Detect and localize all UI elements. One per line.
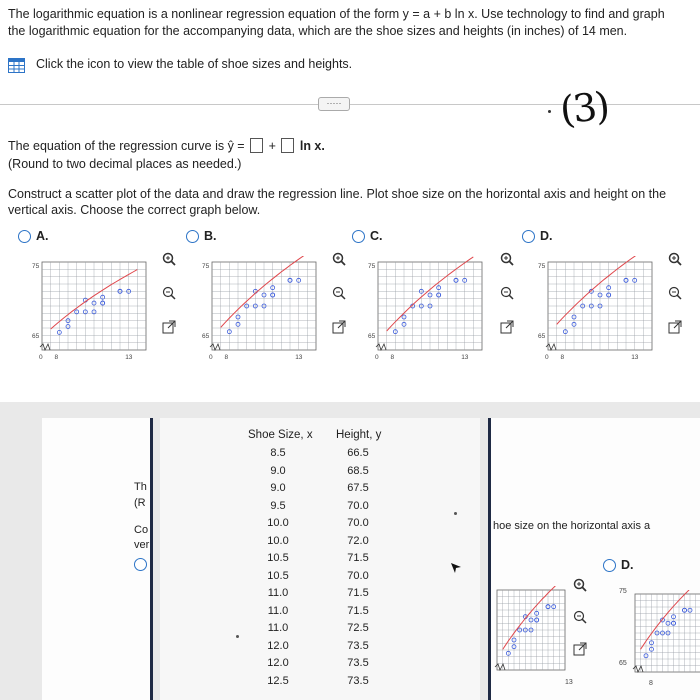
fragment-graph [493, 586, 569, 694]
height-cell: 70.0 [347, 499, 369, 512]
fragment-radio-d [603, 559, 616, 572]
tick-label: 75 [368, 263, 376, 270]
tick-label: 65 [538, 333, 546, 340]
fragment-text: Th [134, 481, 147, 493]
construct-line-1: Construct a scatter plot of the data and draw the regression line. Plot shoe size on the horizontal axis and height on the [8, 187, 667, 201]
tick-label: 13 [631, 354, 639, 361]
tick-label: 8 [390, 354, 395, 361]
tick-label: 0 [39, 354, 43, 361]
zoom-in-icon[interactable] [162, 252, 176, 266]
radio-b[interactable] [186, 230, 199, 243]
zoom-out-icon[interactable] [668, 286, 682, 300]
zoom-in-icon[interactable] [500, 252, 514, 266]
graph-c [366, 256, 490, 373]
graph-a [30, 256, 154, 373]
tick-label: 75 [202, 263, 210, 270]
shoe-size-cell: 12.5 [267, 674, 289, 687]
equation-prefix: The equation of the regression curve is ŷ = [8, 139, 245, 153]
zoom-in-icon [573, 578, 587, 592]
background-panel-left [42, 418, 153, 700]
graph-b-plot [200, 256, 324, 368]
shoe-size-cell: 10.0 [267, 534, 289, 547]
more-button[interactable]: ····· [318, 97, 350, 111]
fragment-tick: 75 [619, 588, 627, 595]
tick-label: 0 [545, 354, 549, 361]
fragment-tick: 65 [619, 660, 627, 667]
shoe-size-cell: 11.0 [267, 604, 289, 617]
equation-line [8, 138, 325, 153]
option-c-label: C. [370, 229, 383, 243]
intro-line-2: the logarithmic equation for the accompanying data, which are the shoe sizes and heights (in inches) of 14 men. [8, 24, 628, 38]
round-note: (Round to two decimal places as needed.) [8, 157, 242, 171]
height-cell: 72.5 [347, 622, 369, 634]
option-d[interactable] [522, 229, 553, 243]
expand-icon[interactable] [332, 320, 346, 334]
graph-d [536, 256, 660, 373]
graph-c-plot [366, 256, 490, 368]
height-cell: 72.0 [347, 534, 369, 547]
mouse-cursor-icon [450, 562, 462, 574]
shoe-size-cell: 11.0 [267, 622, 289, 634]
height-cell: 70.0 [347, 569, 369, 582]
zoom-out-icon [573, 610, 587, 624]
option-a[interactable] [18, 229, 49, 243]
fragment-text: Co [134, 524, 149, 536]
fragment-text: ver [134, 539, 150, 551]
tick-label: 0 [375, 354, 379, 361]
zoom-in-icon[interactable] [332, 252, 346, 266]
table-icon[interactable] [8, 58, 25, 73]
tick-label: 8 [224, 354, 229, 361]
shoe-size-cell: 12.0 [267, 639, 289, 652]
construct-line-2: vertical axis. Choose the correct graph below. [8, 203, 261, 217]
height-cell: 66.5 [347, 447, 369, 459]
tick-label: 75 [32, 263, 40, 270]
tick-label: 13 [125, 354, 133, 361]
table-link[interactable]: Click the icon to view the table of shoe sizes and heights. [36, 57, 353, 71]
tick-label: 13 [461, 354, 469, 361]
zoom-out-icon[interactable] [162, 286, 176, 300]
height-cell: 73.5 [347, 639, 369, 652]
graph-b [200, 256, 324, 373]
shoe-size-cell: 11.0 [267, 587, 289, 599]
zoom-out-icon[interactable] [500, 286, 514, 300]
answer-a-input[interactable] [250, 138, 263, 153]
intro-line-1: The logarithmic equation is a nonlinear regression equation of the form y = a + b ln x. Use technology to find and graph [8, 7, 665, 21]
option-a-label: A. [36, 229, 49, 243]
height-cell: 71.5 [347, 587, 369, 599]
option-d-label: D. [540, 229, 553, 243]
tick-label: 65 [368, 333, 376, 340]
height-cell: 71.5 [347, 604, 369, 617]
option-b[interactable] [186, 229, 217, 243]
graph-d-plot [536, 256, 660, 368]
stray-dot [236, 635, 239, 638]
graph-a-plot [30, 256, 154, 368]
stray-dot [454, 512, 457, 515]
tick-label: 65 [32, 333, 40, 340]
column-header-height: Height, y [336, 429, 382, 441]
shoe-size-cell: 10.5 [267, 569, 289, 582]
expand-icon [573, 642, 587, 656]
fragment-text: (R [134, 497, 146, 509]
expand-icon[interactable] [500, 320, 514, 334]
expand-icon[interactable] [162, 320, 176, 334]
shoe-size-cell: 10.0 [267, 517, 289, 529]
height-cell: 67.5 [347, 482, 369, 494]
equation-plus: + [268, 139, 276, 153]
construct-instructions [8, 186, 688, 218]
radio-d[interactable] [522, 230, 535, 243]
zoom-out-icon[interactable] [332, 286, 346, 300]
tick-label: 65 [202, 333, 210, 340]
shoe-size-cell: 9.0 [270, 464, 286, 477]
handwritten-note: (3) [557, 83, 610, 133]
height-cell: 70.0 [347, 517, 369, 529]
expand-icon[interactable] [668, 320, 682, 334]
tick-label: 8 [54, 354, 59, 361]
shoe-size-cell: 9.0 [270, 482, 286, 494]
tick-label: 75 [538, 263, 546, 270]
pen-dot [548, 110, 551, 113]
option-b-label: B. [204, 229, 217, 243]
height-cell: 73.5 [347, 674, 369, 687]
height-cell: 73.5 [347, 657, 369, 669]
tick-label: 0 [209, 354, 213, 361]
fragment-text: hoe size on the horizontal axis a [493, 520, 651, 532]
radio-c[interactable] [352, 230, 365, 243]
column-header-shoe-size: Shoe Size, x [248, 429, 313, 441]
zoom-in-icon[interactable] [668, 252, 682, 266]
problem-intro [8, 6, 688, 40]
shoe-size-cell: 8.5 [270, 447, 286, 459]
fragment-option-d [603, 558, 634, 572]
tick-label: 13 [295, 354, 303, 361]
fragment-radio [134, 558, 147, 571]
answer-b-input[interactable] [281, 138, 294, 153]
background-panel-right [488, 418, 700, 700]
equation-suffix: ln x. [299, 139, 325, 153]
data-table-card [160, 418, 480, 700]
radio-a[interactable] [18, 230, 31, 243]
fragment-tick: 13 [565, 679, 573, 686]
shoe-size-cell: 10.5 [267, 552, 289, 564]
shoe-size-cell: 12.0 [267, 657, 289, 669]
shoe-size-cell: 9.5 [270, 499, 286, 512]
tick-label: 8 [560, 354, 565, 361]
fragment-option-d-label: D. [621, 558, 634, 572]
height-cell: 68.5 [347, 464, 369, 477]
fragment-graph-d [627, 590, 700, 694]
option-c[interactable] [352, 229, 383, 243]
fragment-tick: 8 [649, 680, 653, 687]
height-cell: 71.5 [347, 552, 369, 564]
